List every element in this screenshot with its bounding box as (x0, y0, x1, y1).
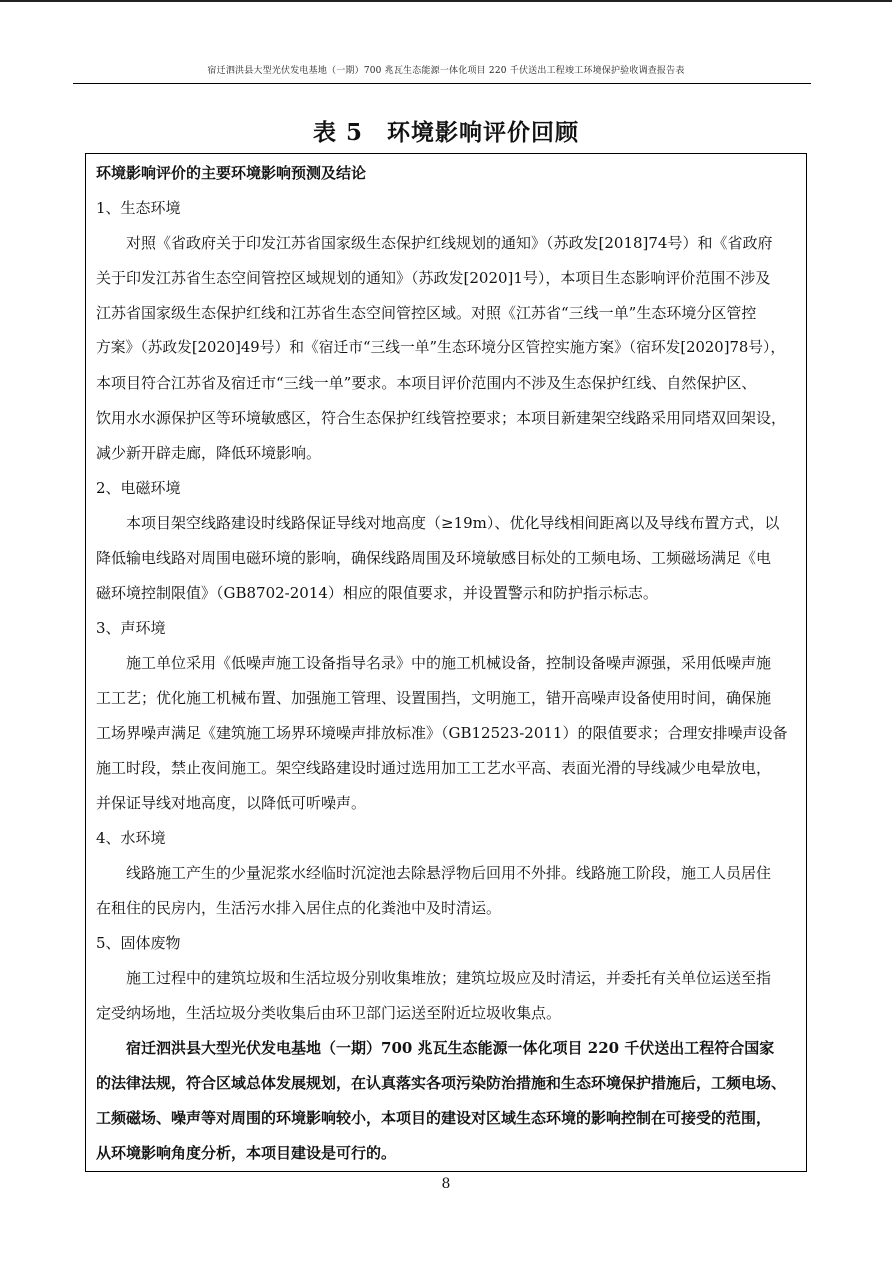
conclusion-line: 宿迁泗洪县大型光伏发电基地（一期）700 兆瓦生态能源一体化项目 220 千伏送出工程符合国家 (96, 1039, 775, 1057)
heading-acoustic: 3、声环境 (96, 619, 166, 637)
heading-solid-waste: 5、固体废物 (96, 934, 181, 952)
top-border-rule (0, 0, 892, 2)
water-line: 线路施工产生的少量泥浆水经临时沉淀池去除悬浮物后回用不外排。线路施工阶段，施工人员居住 (96, 864, 772, 882)
ecology-line: 对照《省政府关于印发江苏省国家级生态保护红线规划的通知》（苏政发[2018]74号）和《省政府 (96, 234, 773, 252)
ecology-line: 江苏省国家级生态保护红线和江苏省生态空间管控区域。对照《江苏省“三线一单”生态环境分区管控 (96, 304, 757, 322)
electromagnetic-line: 降低输电线路对周围电磁环境的影响，确保线路周围及环境敏感目标处的工频电场、工频磁场满足《电 (96, 549, 772, 567)
review-table (85, 153, 807, 1172)
ecology-line: 关于印发江苏省生态空间管控区域规划的通知》（苏政发[2020]1号），本项目生态影响评价范围不涉及 (96, 269, 771, 287)
ecology-line: 方案》（苏政发[2020]49号）和《宿迁市“三线一单”生态环境分区管控实施方案》（宿环发[2020]78号）， (96, 339, 786, 356)
acoustic-line: 施工时段，禁止夜间施工。架空线路建设时通过选用加工工艺水平高、表面光滑的导线减少电晕放电， (96, 759, 772, 777)
solid-waste-line: 定受纳场地，生活垃圾分类收集后由环卫部门运送至附近垃圾收集点。 (96, 1004, 562, 1022)
table-title: 表 5 环境影响评价回顾 (312, 119, 579, 146)
acoustic-line: 施工单位采用《低噪声施工设备指导名录》中的施工机械设备，控制设备噪声源强，采用低噪声施 (96, 654, 772, 672)
conclusion-line: 工频磁场、噪声等对周围的环境影响较小，本项目的建设对区域生态环境的影响控制在可接受的范围， (96, 1109, 772, 1127)
electromagnetic-line: 磁环境控制限值》（GB8702-2014）相应的限值要求，并设置警示和防护指示标志。 (96, 584, 658, 602)
conclusion-line: 从环境影响角度分析，本项目建设是可行的。 (96, 1144, 397, 1162)
section-title: 环境影响评价的主要环境影响预测及结论 (96, 164, 367, 182)
ecology-line: 本项目符合江苏省及宿迁市“三线一单”要求。本项目评价范围内不涉及生态保护红线、自然保护区、 (96, 374, 757, 392)
heading-ecology: 1、生态环境 (96, 199, 181, 217)
electromagnetic-line: 本项目架空线路建设时线路保证导线对地高度（≥19m）、优化导线相间距离以及导线布置方式，以 (96, 514, 780, 532)
page-number: 8 (441, 1176, 451, 1192)
header-rule (73, 83, 811, 84)
ecology-line: 饮用水水源保护区等环境敏感区，符合生态保护红线管控要求；本项目新建架空线路采用同塔双回架设， (96, 409, 787, 427)
acoustic-line: 并保证导线对地高度，以降低可听噪声。 (96, 794, 367, 812)
running-header: 宿迁泗洪县大型光伏发电基地（一期）700 兆瓦生态能源一体化项目 220 千伏送出工程竣工环境保护验收调查报告表 (207, 66, 685, 76)
conclusion-line: 的法律法规，符合区域总体发展规划，在认真落实各项污染防治措施和生态环境保护措施后，工频电场、 (96, 1074, 787, 1092)
acoustic-line: 工工艺；优化施工机械布置、加强施工管理、设置围挡，文明施工，错开高噪声设备使用时间，确保施 (96, 689, 772, 707)
water-line: 在租住的民房内，生活污水排入居住点的化粪池中及时清运。 (96, 899, 502, 917)
ecology-line: 减少新开辟走廊，降低环境影响。 (96, 444, 322, 462)
acoustic-line: 工场界噪声满足《建筑施工场界环境噪声排放标准》（GB12523-2011）的限值要求；合理安排噪声设备 (96, 724, 788, 742)
heading-water: 4、水环境 (96, 829, 166, 847)
heading-electromagnetic: 2、电磁环境 (96, 479, 181, 497)
solid-waste-line: 施工过程中的建筑垃圾和生活垃圾分别收集堆放；建筑垃圾应及时清运，并委托有关单位运送至指 (96, 969, 772, 987)
